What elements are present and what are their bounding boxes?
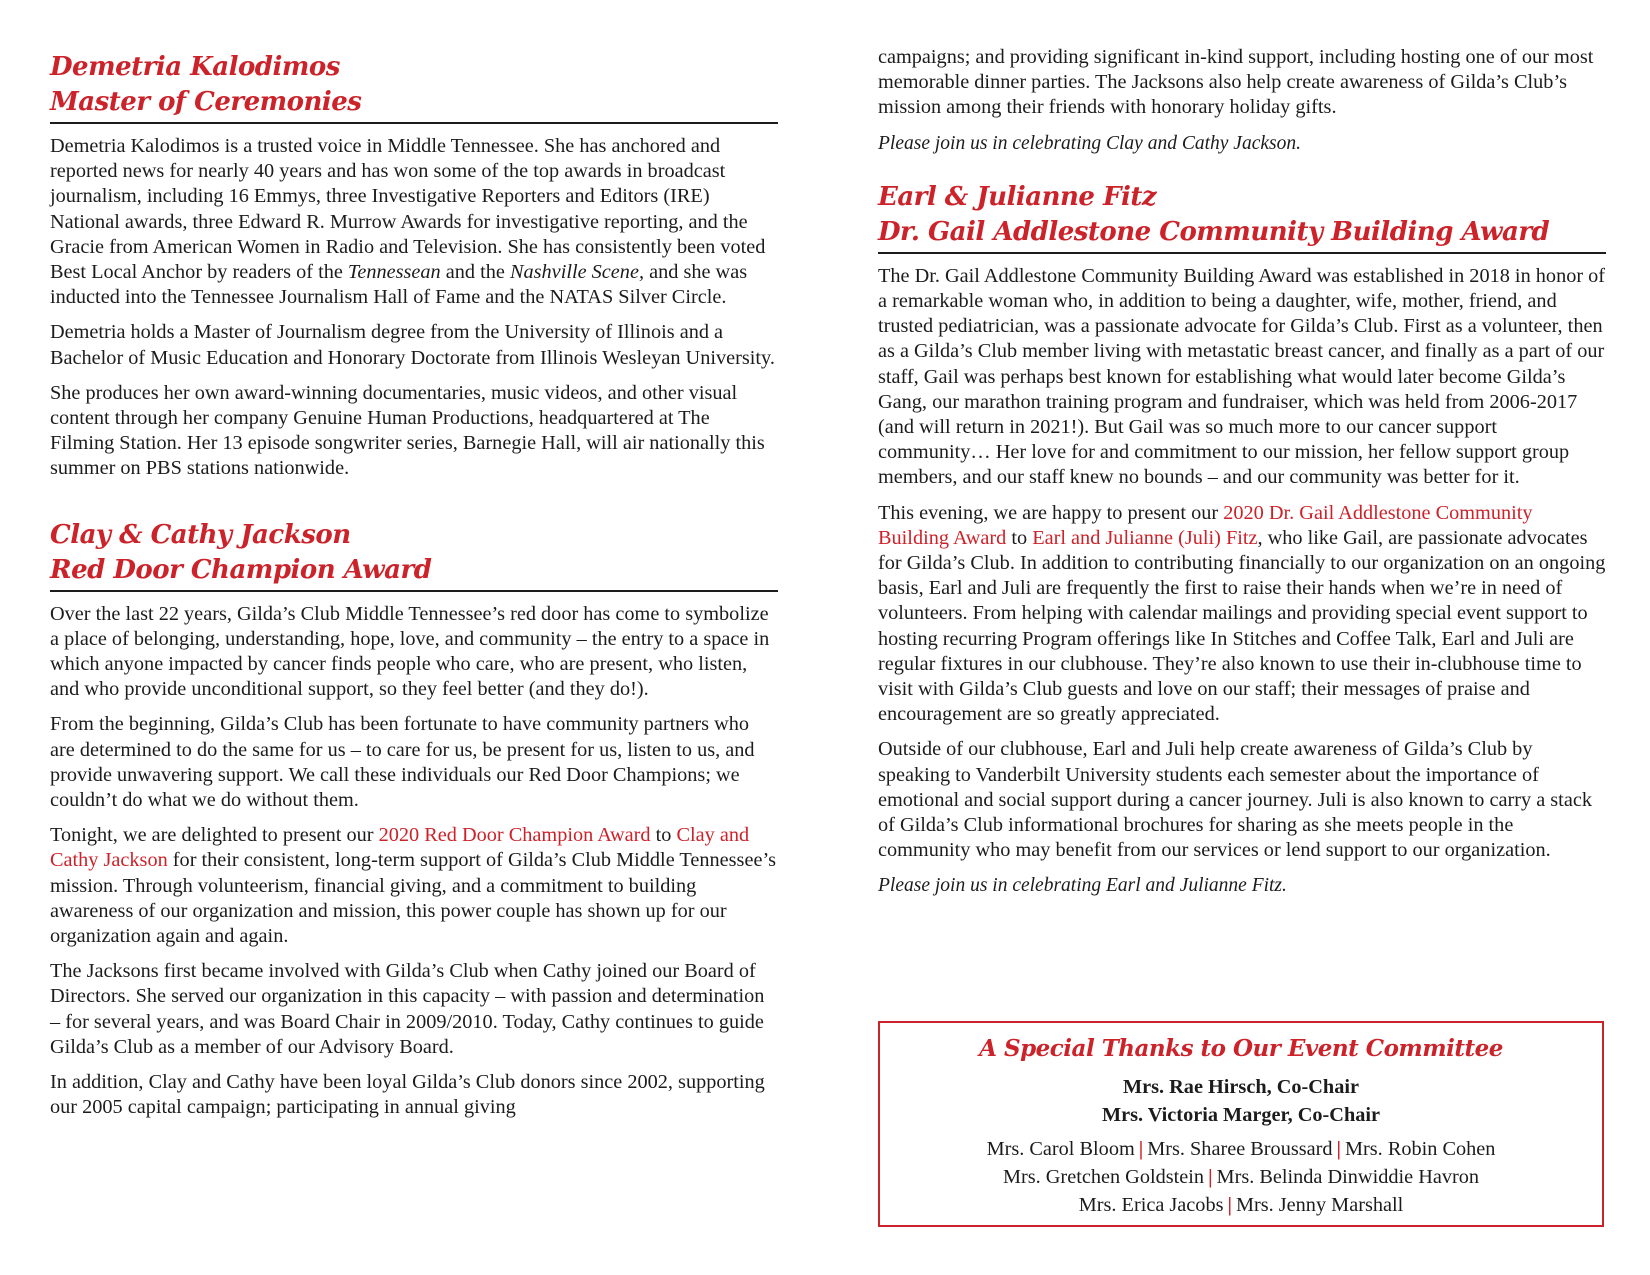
paragraph: Outside of our clubhouse, Earl and Juli help create awareness of Gilda’s Club by speaking to Vanderbilt University students each semester about the importance of emotional and social support during a cancer journey. Juli is also known to carry a stack of Gilda’s Club informational brochures for sharing as she meets people in the community who may benefit from our services or lend support to our organization.	[878, 738, 1592, 862]
section-heading-fitz	[878, 180, 1606, 254]
text-run: Tonight, we are delighted to present our	[50, 824, 379, 847]
co-chair: Mrs. Victoria Marger, Co-Chair	[1101, 1104, 1381, 1126]
paragraph: She produces her own award-winning documentaries, music videos, and other visual content through her company Genuine Human Productions, headquartered at The Filming Station. Her 13 episode songwriter series, Barnegie Hall, will air nationally this summer on PBS stations nationwide.	[50, 381, 765, 480]
award-highlight: 2020 Red Door Champion Award	[378, 824, 651, 847]
award-highlight: 2020 Dr. Gail Addlestone Community Building Award	[878, 501, 1533, 549]
committee-member: Mrs. Erica Jacobs	[1078, 1194, 1224, 1216]
separator: |	[1336, 1138, 1341, 1160]
event-committee-box	[878, 1021, 1604, 1227]
celebration-line: Please join us in celebrating Earl and Julianne Fitz.	[878, 875, 1287, 897]
left-column	[50, 0, 778, 1131]
publication-title: Nashville Scene,	[509, 261, 645, 284]
paragraph: Over the last 22 years, Gilda’s Club Middle Tennessee’s red door has come to symbolize a place of belonging, understanding, hope, love, and community – the entry to a space in which anyone impacted by cancer finds people who care, who are present, who listen, and who provide unconditional support, so they feel better (and they do!).	[50, 602, 770, 701]
paragraph	[50, 823, 778, 949]
member-line	[880, 1191, 1602, 1219]
honoree-role: Master of Ceremonies	[50, 87, 362, 117]
separator: |	[1227, 1194, 1232, 1216]
text-run: to	[650, 824, 677, 847]
paragraph: In addition, Clay and Cathy have been loyal Gilda’s Club donors since 2002, supporting our 2005 capital campaign; participating in annual giving	[50, 1071, 765, 1119]
paragraph: From the beginning, Gilda’s Club has been fortunate to have community partners who are determined to do the same for us – to care for us, be present for us, listen to us, and provide unwavering support. We call these individuals our Red Door Champions; we couldn’t do what we do without them.	[50, 713, 755, 812]
committee-member: Mrs. Belinda Dinwiddie Havron	[1216, 1166, 1480, 1188]
committee-members	[880, 1135, 1602, 1219]
honoree-name: Clay & Cathy Jackson	[50, 519, 351, 550]
text-run: and the	[440, 261, 510, 284]
paragraph	[878, 501, 1606, 728]
section-heading-kalodimos	[50, 50, 778, 124]
committee-member: Mrs. Gretchen Goldstein	[1002, 1166, 1205, 1188]
separator: |	[1138, 1138, 1144, 1160]
separator: |	[1208, 1166, 1213, 1188]
honoree-highlight: Clay and Cathy Jackson	[50, 824, 750, 872]
text-run: for their consistent, long-term support of Gilda’s Club Middle Tennessee’s mission. Through volunteerism, financial giving, and a commitment to building awareness of our organization and mission, this power couple has shown up for our organization again and again.	[50, 849, 776, 948]
honoree-name: Earl & Julianne Fitz	[878, 181, 1157, 212]
paragraph	[50, 134, 778, 310]
committee-title: A Special Thanks to Our Event Committee	[979, 1035, 1503, 1062]
award-name: Red Door Champion Award	[50, 554, 432, 585]
paragraph: The Jacksons first became involved with Gilda’s Club when Cathy joined our Board of Directors. She served our organization in this capacity – with passion and determination – for several years, and was Board Chair in 2009/2010. Today, Cathy continues to guide Gilda’s Club as a member of our Advisory Board.	[50, 960, 765, 1058]
paragraph-continued: campaigns; and providing significant in-kind support, including hosting one of our most memorable dinner parties. The Jacksons also help create awareness of Gilda’s Club’s mission among their friends with honorary holiday gifts.	[878, 46, 1594, 119]
committee-member: Mrs. Carol Bloom	[986, 1138, 1135, 1160]
publication-title: Tennessean	[347, 261, 441, 284]
text-run: and she was inducted into the Tennessee Journalism Hall of Fame and the NATAS Silver Circle.	[50, 261, 748, 309]
text-run: , who like Gail, are passionate advocates for Gilda’s Club. In addition to contributing financially to our organization on an ongoing basis, Earl and Juli are frequently the first to raise their hands when we’re in need of volunteers. From helping with calendar mailings and providing special event support to hosting recurring Program offerings like In Stitches and Coffee Talk, Earl and Juli are regular fixtures in our clubhouse. They’re also known to use their in-clubhouse time to visit with Gilda’s Club guests and love on our staff; their messages of praise and encouragement are so greatly appreciated.	[878, 526, 1606, 726]
text-run: to	[1006, 526, 1033, 549]
section-heading-jackson	[50, 518, 778, 592]
committee-member: Mrs. Robin Cohen	[1345, 1138, 1496, 1160]
committee-member: Mrs. Jenny Marshall	[1235, 1194, 1404, 1216]
member-line	[880, 1135, 1602, 1163]
committee-member: Mrs. Sharee Broussard	[1147, 1138, 1333, 1160]
co-chair: Mrs. Rae Hirsch, Co-Chair	[1122, 1076, 1359, 1098]
honoree-name: Demetria Kalodimos	[50, 52, 340, 82]
text-run: Demetria Kalodimos is a trusted voice in Middle Tennessee. She has anchored and reported news for nearly 40 years and has won some of the top awards in broadcast journalism, including 16 Emmys, three Investigative Reporters and Editors (IRE) National awards, three Edward R. Murrow Awards for investigative reporting, and the Gracie from American Women in Radio and Television. She has consistently been voted Best Local Anchor by readers of the	[50, 135, 766, 284]
celebration-line: Please join us in celebrating Clay and Cathy Jackson.	[878, 132, 1301, 154]
member-line	[880, 1163, 1602, 1191]
award-name: Dr. Gail Addlestone Community Building Award	[878, 216, 1550, 247]
paragraph: Demetria holds a Master of Journalism degree from the University of Illinois and a Bachelor of Music Education and Honorary Doctorate from Illinois Wesleyan University.	[50, 321, 775, 369]
paragraph: The Dr. Gail Addlestone Community Building Award was established in 2018 in honor of a remarkable woman who, in addition to being a daughter, wife, mother, friend, and trusted pediatrician, was a passionate advocate for Gilda’s Club. First as a volunteer, then as a Gilda’s Club member living with metastatic breast cancer, and finally as a part of our staff, Gail was perhaps best known for establishing what would later become Gilda’s Gang, our marathon training program and fundraiser, which was held from 2006-2017 (and will return in 2021!). But Gail was so much more to our cancer support community… Her love for and commitment to our mission, her fellow support group members, and our staff knew no bounds – and our community was better for it.	[878, 264, 1606, 489]
honoree-highlight: Earl and Julianne (Juli) Fitz	[1032, 526, 1258, 549]
right-column	[878, 0, 1606, 909]
text-run: This evening, we are happy to present our	[878, 501, 1224, 524]
